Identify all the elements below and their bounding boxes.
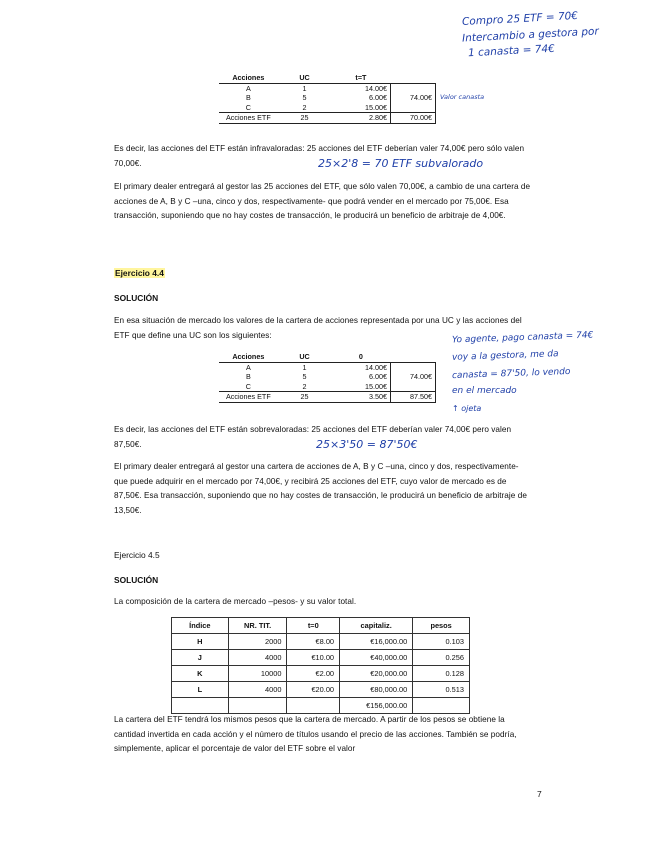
table1-total-cell: 70.00€ — [390, 113, 435, 124]
table-row — [172, 650, 470, 666]
handwritten-note-top-1: Compro 25 ETF = 70€ — [461, 9, 579, 29]
table1-total-cell: Acciones ETF — [219, 113, 278, 124]
paragraph-composicion: La composición de la cartera de mercado –pesos- y su valor total. — [114, 597, 357, 606]
table1-total-cell: 25 — [278, 113, 332, 124]
exercise-4-5-solucion: SOLUCIÓN — [114, 575, 159, 585]
table3-empty — [228, 698, 287, 714]
table-etf-infravalorado — [219, 73, 436, 124]
table2-header-acciones: Acciones — [219, 352, 278, 362]
page-number: 7 — [537, 789, 542, 799]
table2-cell: C — [245, 381, 251, 391]
paragraph-primary-dealer-1: El primary dealer entregará al gestor las 25 acciones del ETF, que sólo valen 70,00€, a cambio de una cartera de acciones de A, B y C –una, cinco y dos, respectivamente- que podrá vender en el mercado por 75,00€. Esa transacción, suponiendo que no hay costes de transacción, le producirá un beneficio de arbitraje de 4,00€. — [114, 182, 531, 221]
table-row — [219, 362, 436, 372]
table1-header-t: t=T — [331, 73, 390, 83]
table3-cell: 0.128 — [413, 666, 470, 682]
handwritten-side-5: ↑ ojeta — [452, 404, 482, 413]
table2-cell: 15.00€ — [364, 381, 387, 391]
table1-header-uc: UC — [278, 73, 332, 83]
table-row — [172, 682, 470, 698]
table2-cell: 5 — [302, 372, 307, 382]
table2-header-0: 0 — [331, 352, 390, 362]
handwritten-calc-2: 25×3'50 = 87'50€ — [316, 438, 418, 451]
table-row-total — [172, 698, 470, 714]
table2-cell: 6.00€ — [368, 372, 387, 382]
table3-cell: 2000 — [228, 634, 287, 650]
table2-header-uc: UC — [278, 352, 332, 362]
table3-cell: €10.00 — [287, 650, 340, 666]
table1-cell: C — [245, 102, 251, 112]
table3-header-indice: Índice — [172, 618, 229, 634]
table3-cell: H — [172, 634, 229, 650]
table2-cell: B — [245, 372, 251, 382]
table3-cell: 0.256 — [413, 650, 470, 666]
table-row — [172, 634, 470, 650]
table3-cell: J — [172, 650, 229, 666]
paragraph-situacion-mercado: En esa situación de mercado los valores de la cartera de acciones representada por una UC y las acciones del ETF que define una UC son los siguientes: — [114, 316, 522, 340]
table-row-total — [219, 113, 436, 124]
exercise-4-5-title: Ejercicio 4.5 — [114, 550, 160, 560]
table2-cell: A — [245, 362, 251, 372]
table3-empty — [172, 698, 229, 714]
paragraph-infravaloradas: Es decir, las acciones del ETF están infravaloradas: 25 acciones del ETF deberían valer 74,00€ pero sólo valen 70,00€. — [114, 144, 525, 168]
exercise-4-4-solucion: SOLUCIÓN — [114, 293, 159, 303]
table3-cell: 0.513 — [413, 682, 470, 698]
table3-cell: €80,000.00 — [340, 682, 413, 698]
table3-empty — [287, 698, 340, 714]
table2-total-cell: 25 — [278, 392, 332, 403]
exercise-4-4-title — [114, 268, 165, 278]
table3-header-capitaliz: capitaliz. — [340, 618, 413, 634]
handwritten-side-4: en el mercado — [452, 386, 517, 396]
table2-total-cell: Acciones ETF — [219, 392, 278, 403]
table1-cell: 6.00€ — [368, 93, 387, 103]
table3-cell: L — [172, 682, 229, 698]
table2-merged-value: 74.00€ — [390, 362, 435, 392]
table-cartera-mercado — [171, 617, 470, 714]
table1-cell: 1 — [302, 83, 307, 93]
table1-cell: A — [245, 83, 251, 93]
table3-cell: €20,000.00 — [340, 666, 413, 682]
paragraph-cartera-etf: La cartera del ETF tendrá los mismos pesos que la cartera de mercado. A partir de los pesos se obtiene la cantidad invertida en cada acción y el número de títulos usando el precio de las acciones. También se podría, simplemente, aplicar el porcentaje de valor del ETF sobre el valor — [114, 715, 517, 754]
table-etf-sobrevalorado — [219, 352, 436, 403]
table3-cell: K — [172, 666, 229, 682]
table1-cell: B — [245, 93, 251, 103]
table-row — [219, 83, 436, 93]
table1-cell: 14.00€ — [364, 83, 387, 93]
table3-cell: €2.00 — [287, 666, 340, 682]
table1-header-acciones: Acciones — [219, 73, 278, 83]
table2-cell: 14.00€ — [364, 362, 387, 372]
table3-cell: 0.103 — [413, 634, 470, 650]
handwritten-side-2: voy a la gestora, me da — [451, 349, 559, 363]
paragraph-primary-dealer-2: El primary dealer entregará al gestor una cartera de acciones de A, B y C –una, cinco y dos, respectivamente- que puede adquirir en el mercado por 74,00€, y recibirá 25 acciones del ETF, cuyo valor de mercado es de 87,50€. Esa transacción, suponiendo que no hay costes de transacción, le producirá un beneficio de arbitraje de 13,50€. — [114, 462, 527, 515]
table2-total-cell: 3.50€ — [331, 392, 390, 403]
table2-cell: 2 — [302, 381, 307, 391]
table1-cell: 15.00€ — [364, 102, 387, 112]
table3-cell: €20.00 — [287, 682, 340, 698]
handwritten-valor-canasta: Valor canasta — [440, 93, 485, 101]
table1-header-empty — [390, 73, 435, 83]
paragraph-sobrevaloradas: Es decir, las acciones del ETF están sobrevaloradas: 25 acciones del ETF deberían valer 74,00€ pero valen 87,50€. — [114, 425, 512, 449]
table3-cell: 10000 — [228, 666, 287, 682]
handwritten-note-top-3: 1 canasta = 74€ — [467, 42, 556, 60]
table3-header-pesos: pesos — [413, 618, 470, 634]
table3-cell: 4000 — [228, 682, 287, 698]
table1-merged-value: 74.00€ — [390, 83, 435, 113]
table1-cell: 2 — [302, 102, 307, 112]
handwritten-side-1: Yo agente, pago canasta = 74€ — [451, 330, 594, 346]
table-row — [172, 666, 470, 682]
table1-total-cell: 2.80€ — [331, 113, 390, 124]
table3-cell: €8.00 — [287, 634, 340, 650]
table3-cell: €16,000.00 — [340, 634, 413, 650]
handwritten-side-3: canasta = 87'50, lo vendo — [451, 366, 571, 382]
table-row-total — [219, 392, 436, 403]
table2-cell: 1 — [302, 362, 307, 372]
table3-empty — [413, 698, 470, 714]
table2-header-empty — [390, 352, 435, 362]
table3-header-nrtit: NR. TIT. — [228, 618, 287, 634]
table3-total: €156,000.00 — [340, 698, 413, 714]
highlight: Ejercicio 4.4 — [115, 268, 164, 278]
handwritten-calc-1: 25×2'8 = 70 ETF subvalorado — [318, 157, 484, 170]
table3-cell: €40,000.00 — [340, 650, 413, 666]
table1-cell: 5 — [302, 93, 307, 103]
table3-cell: 4000 — [228, 650, 287, 666]
handwritten-note-top-2: Intercambio a gestora por — [461, 25, 600, 45]
table2-total-cell: 87.50€ — [390, 392, 435, 403]
table3-header-t0: t=0 — [287, 618, 340, 634]
